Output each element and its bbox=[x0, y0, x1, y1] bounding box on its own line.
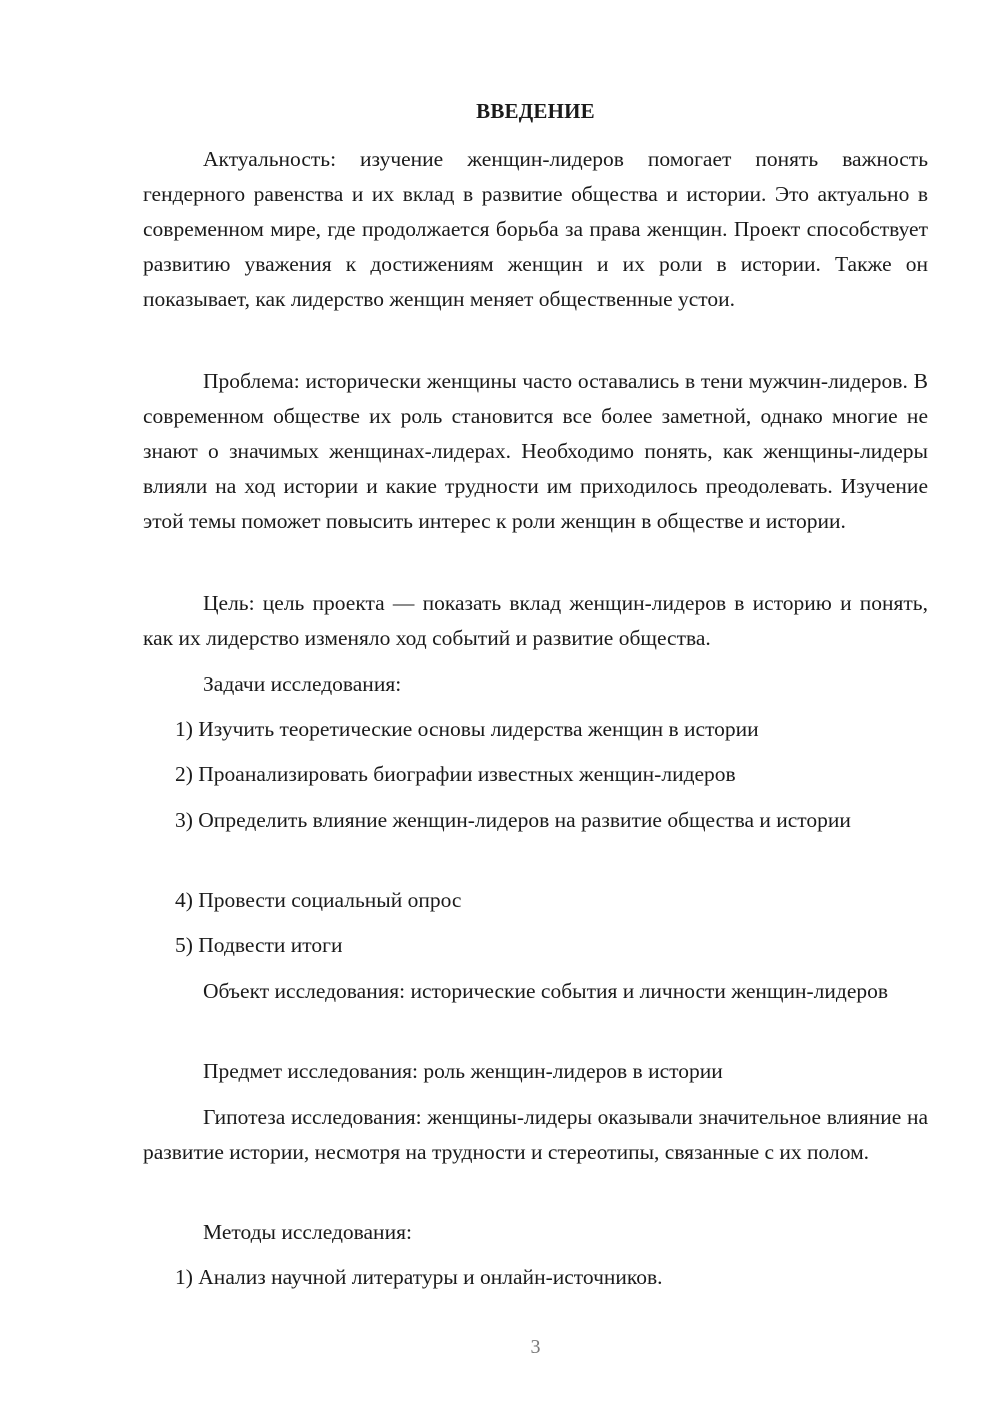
document-page bbox=[143, 0, 928, 1414]
paragraph-tasks-heading: Задачи исследования: bbox=[203, 672, 402, 696]
list-item-method-1: 1) Анализ научной литературы и онлайн-источников. bbox=[175, 1265, 663, 1289]
paragraph-goal: Цель: цель проекта — показать вклад женщин-лидеров в историю и понять, как их лидерство изменяло ход событий и развитие общества. bbox=[143, 591, 928, 650]
list-item-task-3: 3) Определить влияние женщин-лидеров на развитие общества и истории bbox=[175, 808, 851, 832]
page-number: 3 bbox=[530, 1336, 541, 1358]
list-item-task-2: 2) Проанализировать биографии известных женщин-лидеров bbox=[175, 762, 736, 786]
section-title: ВВЕДЕНИЕ bbox=[476, 99, 595, 123]
list-item-task-1: 1) Изучить теоретические основы лидерства женщин в истории bbox=[175, 717, 759, 741]
paragraph-hypothesis: Гипотеза исследования: женщины-лидеры оказывали значительное влияние на развитие истории, несмотря на трудности и стереотипы, связанные с их полом. bbox=[143, 1105, 928, 1164]
list-item-task-5: 5) Подвести итоги bbox=[175, 933, 343, 957]
paragraph-methods-heading: Методы исследования: bbox=[203, 1220, 412, 1244]
paragraph-object: Объект исследования: исторические события и личности женщин-лидеров bbox=[203, 979, 889, 1003]
paragraph-subject: Предмет исследования: роль женщин-лидеров в истории bbox=[203, 1059, 723, 1083]
paragraph-problem: Проблема: исторически женщины часто оставались в тени мужчин-лидеров. В современном обществе их роль становится все более заметной, однако многие не знают о значимых женщинах-лидерах. Необходимо понять, как женщины-лидеры влияли на ход истории и какие трудности им приходилось преодолевать. Изучение этой темы поможет повысить интерес к роли женщин в обществе и истории. bbox=[143, 369, 928, 533]
paragraph-relevance: Актуальность: изучение женщин-лидеров помогает понять важность гендерного равенства и их вклад в развитие общества и истории. Это актуально в современном мире, где продолжается борьба за права женщин. Проект способствует развитию уважения к достижениям женщин и их роли в истории. Также он показывает, как лидерство женщин меняет общественные устои. bbox=[143, 147, 928, 311]
list-item-task-4: 4) Провести социальный опрос bbox=[175, 888, 462, 912]
